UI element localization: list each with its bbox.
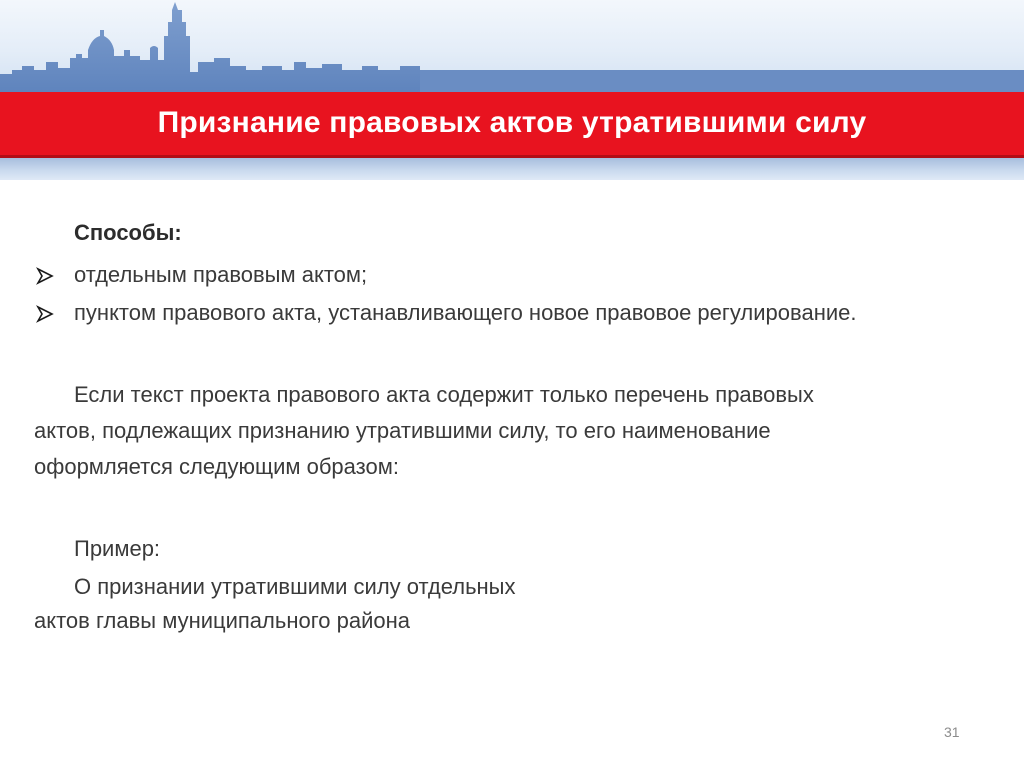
arrow-bullet-icon — [36, 305, 54, 323]
methods-heading: Способы: — [74, 220, 182, 245]
paragraph-line: Если текст проекта правового акта содержит только перечень правовых — [74, 382, 814, 407]
header-band — [0, 0, 1024, 92]
accent-band — [0, 158, 1024, 180]
paragraph-line: оформляется следующим образом: — [34, 454, 399, 479]
page-number: 31 — [944, 724, 960, 740]
example-line: актов главы муниципального района — [34, 608, 410, 633]
slide-body — [0, 180, 1024, 768]
title-bar — [0, 92, 1024, 158]
example-label: Пример: — [74, 536, 161, 561]
paragraph-line: актов, подлежащих признанию утратившими силу, то его наименование — [34, 418, 771, 443]
arrow-bullet-icon — [36, 267, 54, 285]
example-line: О признании утратившими силу отдельных — [74, 574, 516, 599]
bullet-text: пунктом правового акта, устанавливающего новое правовое регулирование. — [74, 300, 857, 325]
city-skyline-icon — [0, 0, 1024, 92]
bullet-text: отдельным правовым актом; — [74, 262, 368, 287]
slide-title: Признание правовых актов утратившими силу — [157, 105, 867, 139]
